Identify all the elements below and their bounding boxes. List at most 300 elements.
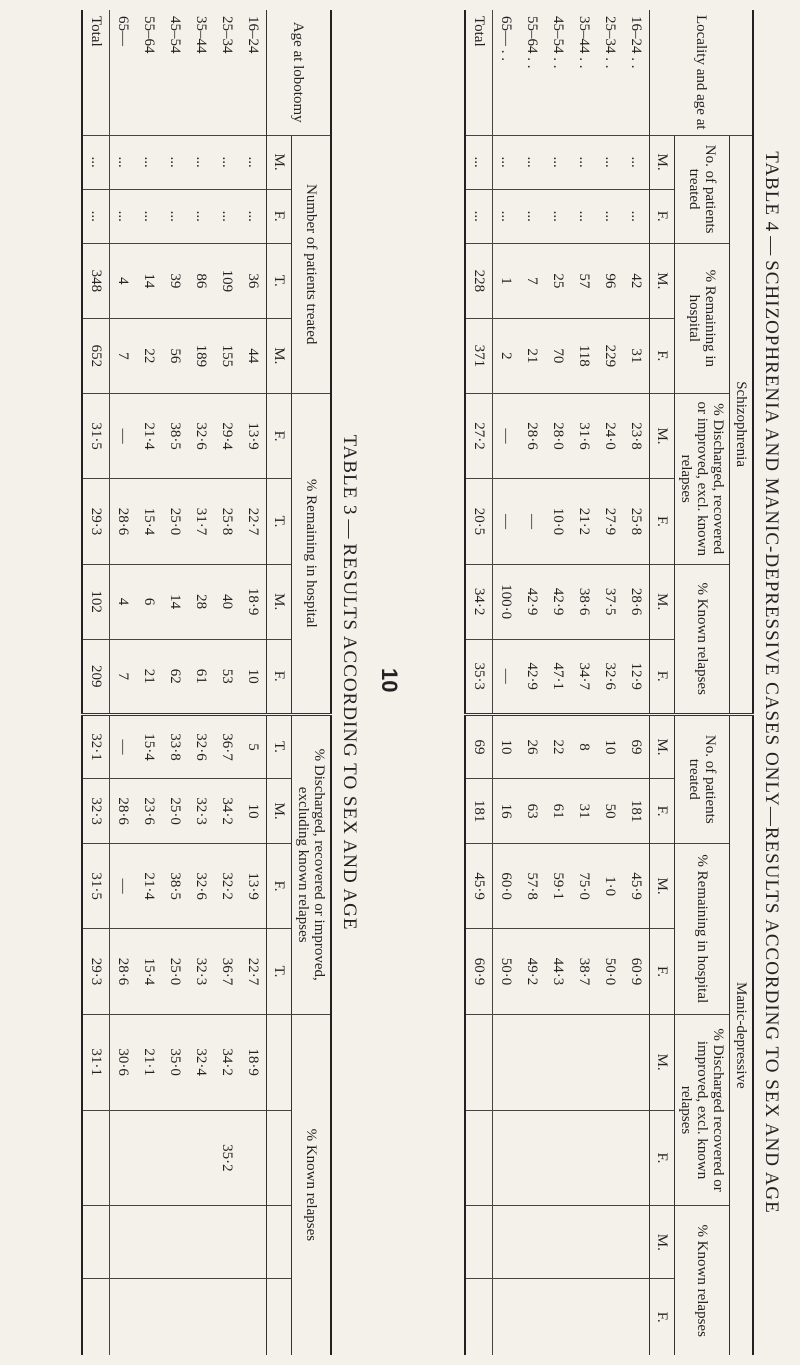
table-cell [240,1206,267,1279]
table-cell [188,1110,214,1206]
table-cell [188,1279,214,1355]
table-cell: ... [597,135,623,189]
table-cell: 96 [597,243,623,318]
t4-sub: M. [650,1206,675,1279]
table-cell: 4 [110,243,137,318]
table-cell [188,1206,214,1279]
table-cell: 34·2 [214,779,240,844]
t4-col-locality: Locality and age at [650,10,754,135]
table-cell [110,1110,137,1206]
table-cell: — [493,393,520,478]
table-cell [240,1279,267,1355]
table-cell: 45·9 [623,843,650,928]
table-cell: 18·9 [240,1014,267,1110]
table-cell: ... [545,135,571,189]
table-cell: ... [162,189,188,243]
table-cell: 28 [188,564,214,639]
row-label: Total [82,10,110,135]
table-cell: 13·9 [240,843,267,928]
t3-col-discharged: % Discharged, recovered or improved, excluding known relapses [292,714,332,1014]
table-cell: 57 [571,243,597,318]
table-cell [571,1206,597,1279]
table-cell: 42·9 [545,564,571,639]
t4-group-manic: Manic-depressive [730,714,754,1355]
table-cell [136,1279,162,1355]
table-cell: 37·5 [597,564,623,639]
t4-sub: M. [650,393,675,478]
table-cell: ... [571,189,597,243]
table-cell: 14 [162,564,188,639]
table-cell: 42 [623,243,650,318]
table-cell [545,1279,571,1355]
table-cell: 371 [465,318,493,393]
table-cell: 29·3 [82,929,110,1014]
table-cell: 10 [240,779,267,844]
table-cell [214,1279,240,1355]
t3-sub: T. [267,929,292,1014]
table-cell: 25·0 [162,479,188,564]
table-cell: 38·5 [162,843,188,928]
t4-group-schizophrenia: Schizophrenia [730,135,754,714]
table-cell: 1 [493,243,520,318]
t3-table-row [240,10,267,1355]
table-cell: 61 [545,779,571,844]
t3-table-row [188,10,214,1355]
table-cell: 10 [240,639,267,714]
table-cell: 86 [188,243,214,318]
table-cell: — [110,843,137,928]
t4-table-row [597,10,623,1355]
table-cell: 10·0 [545,479,571,564]
table-3-label: TABLE 3 [339,434,360,516]
table-cell: ... [82,135,110,189]
t3-sub: M. [267,564,292,639]
t4-sub: F. [650,1279,675,1355]
table-cell: 1·0 [597,843,623,928]
table-cell: 13·9 [240,393,267,478]
table-cell: 28·0 [545,393,571,478]
table-cell: 61 [188,639,214,714]
table-cell: 49·2 [519,929,545,1014]
table-cell [623,1279,650,1355]
t3-table-row [162,10,188,1355]
table-cell: 50 [597,779,623,844]
row-label: 65— [110,10,137,135]
table-cell: 31 [623,318,650,393]
table-cell: 38·6 [571,564,597,639]
table-cell: ... [136,189,162,243]
table-cell [623,1206,650,1279]
table-cell: ... [465,189,493,243]
table-cell: ... [188,135,214,189]
table-cell: 31·6 [571,393,597,478]
t3-col-relapses: % Known relapses [292,1014,332,1355]
table-cell: 32·2 [214,843,240,928]
table-cell: 44 [240,318,267,393]
table-cell: ... [240,189,267,243]
table-cell: 44·3 [545,929,571,1014]
table-cell: 31·5 [82,843,110,928]
table-cell: 53 [214,639,240,714]
table-cell: 31 [571,779,597,844]
table-cell [597,1014,623,1110]
table-cell: 15·4 [136,929,162,1014]
table-cell: 118 [571,318,597,393]
row-label: 25–34 [214,10,240,135]
table-cell: 25·0 [162,779,188,844]
table-cell: 32·3 [188,929,214,1014]
table-cell [545,1206,571,1279]
table-cell: 31·7 [188,479,214,564]
table-cell [162,1279,188,1355]
table-cell: 155 [214,318,240,393]
table-cell: 6 [136,564,162,639]
table-cell: 348 [82,243,110,318]
table-cell: 32·1 [82,714,110,779]
row-label: 45–54 [162,10,188,135]
table-cell: 22 [136,318,162,393]
table-cell: 47·1 [545,639,571,714]
table-cell: 21·4 [136,393,162,478]
table-cell [623,1110,650,1206]
table-cell: 34·2 [465,564,493,639]
table-cell: 31·1 [82,1014,110,1110]
table-cell: 15·4 [136,714,162,779]
table-cell: 4 [110,564,137,639]
table-cell: 21 [519,318,545,393]
t3-sub: T. [267,714,292,779]
table-cell: ... [519,135,545,189]
table-cell [110,1206,137,1279]
table-cell: 28·6 [110,479,137,564]
table-cell: 181 [465,779,493,844]
table-cell: ... [493,135,520,189]
t3-table-row [136,10,162,1355]
table-cell [519,1110,545,1206]
table-cell: 25 [545,243,571,318]
table-cell: 25·0 [162,929,188,1014]
table-cell: 102 [82,564,110,639]
table-cell [519,1206,545,1279]
table-cell: 27·9 [597,479,623,564]
row-label: 25–34 . . [597,10,623,135]
table-cell: 109 [214,243,240,318]
table-cell: 35·3 [465,639,493,714]
table-cell: 60·9 [465,929,493,1014]
table-cell: 75·0 [571,843,597,928]
t4-sub: F. [650,929,675,1014]
t4-sub: M. [650,564,675,639]
table-cell: 39 [162,243,188,318]
table-cell: 14 [136,243,162,318]
table-cell [623,1014,650,1110]
table-cell: 35·0 [162,1014,188,1110]
table-4-label: TABLE 4 [761,151,782,233]
table-cell: 32·6 [188,714,214,779]
table-cell: 50·0 [597,929,623,1014]
table-cell: 70 [545,318,571,393]
table-cell: ... [110,135,137,189]
t4-sub: F. [650,1110,675,1206]
row-label: 35–44 [188,10,214,135]
table-cell: 7 [110,318,137,393]
t4-col-relapses: % Known relapses [675,564,730,714]
table-cell: — [493,639,520,714]
table-cell: 38·5 [162,393,188,478]
row-label: 45–54 . . [545,10,571,135]
table-cell [545,1110,571,1206]
table-cell: 35·2 [214,1110,240,1206]
t4-col-remaining-2: % Remaining in hospital [675,843,730,1014]
table-cell: ... [623,189,650,243]
table-cell: 28·6 [110,929,137,1014]
t4-sub: F. [650,479,675,564]
t4-table-row [493,10,520,1355]
table-cell: 10 [493,714,520,779]
table-cell: 56 [162,318,188,393]
t4-table-row [519,10,545,1355]
table-cell: 32·6 [188,843,214,928]
table-cell: 57·8 [519,843,545,928]
t3-sub: F. [267,843,292,928]
t4-sub: M. [650,243,675,318]
table-cell: 5 [240,714,267,779]
t3-table-row [214,10,240,1355]
table-cell: 181 [623,779,650,844]
table-cell: 63 [519,779,545,844]
t4-table-row [545,10,571,1355]
table-cell [465,1279,493,1355]
table-cell: 2 [493,318,520,393]
table-cell: ... [623,135,650,189]
t3-sub: F. [267,393,292,478]
table-4 [464,10,782,1355]
table-4-grid [464,10,754,1355]
table-cell: 21·1 [136,1014,162,1110]
table-cell: 36·7 [214,714,240,779]
table-cell: 209 [82,639,110,714]
table-cell: 69 [465,714,493,779]
table-cell: 32·6 [188,393,214,478]
table-cell [214,1206,240,1279]
row-label: 65— . . [493,10,520,135]
table-cell [136,1110,162,1206]
table-cell: 60·0 [493,843,520,928]
table-cell: 26 [519,714,545,779]
table-3 [81,10,360,1355]
table-cell: 62 [162,639,188,714]
table-cell [162,1110,188,1206]
table-cell: ... [136,135,162,189]
t3-sub [267,1279,292,1355]
t3-col-remaining: % Remaining in hospital [292,393,332,714]
t4-table-row [571,10,597,1355]
table-cell: 29·4 [214,393,240,478]
table-cell: 228 [465,243,493,318]
table-cell [465,1110,493,1206]
table-cell: 16 [493,779,520,844]
row-label: 16–24 . . [623,10,650,135]
table-cell [493,1206,520,1279]
table-cell: 42·9 [519,639,545,714]
t4-col-relapses-2: % Known relapses [675,1206,730,1355]
table-3-caption: TABLE 3—RESULTS ACCORDING TO SEX AND AGE [339,434,360,931]
table-cell: 29·3 [82,479,110,564]
t3-sub: M. [267,779,292,844]
table-cell [82,1110,110,1206]
table-cell: 36 [240,243,267,318]
t4-col-remaining: % Remaining in hospital [675,243,730,393]
table-cell: 59·1 [545,843,571,928]
table-cell [571,1279,597,1355]
t4-table-row [623,10,650,1355]
table-cell: ... [493,189,520,243]
table-3-title: RESULTS ACCORDING TO SEX AND AGE [339,543,360,931]
table-3-body [82,10,267,1355]
table-cell: ... [571,135,597,189]
table-cell: 28·6 [623,564,650,639]
table-cell [82,1206,110,1279]
table-cell [597,1279,623,1355]
table-cell: 22 [545,714,571,779]
row-label: 16–24 [240,10,267,135]
t3-sub [267,1110,292,1206]
table-cell: 33·8 [162,714,188,779]
table-cell: 34·2 [214,1014,240,1110]
table-cell [519,1279,545,1355]
table-cell: ... [162,135,188,189]
table-cell: 28·6 [110,779,137,844]
t4-sub: M. [650,135,675,189]
table-cell [465,1014,493,1110]
table-cell: 229 [597,318,623,393]
row-label: 55–64 . . [519,10,545,135]
t4-sub: F. [650,779,675,844]
table-cell: 28·6 [519,393,545,478]
t4-sub: F. [650,318,675,393]
table-cell: 7 [110,639,137,714]
table-cell: — [493,479,520,564]
table-cell: 32·3 [82,779,110,844]
t4-total-row [465,10,493,1355]
table-4-caption: TABLE 4—SCHIZOPHRENIA AND MANIC-DEPRESSIVE CASES ONLY—RESULTS ACCORDING TO SEX AND AGE [761,151,782,1214]
table-cell [136,1206,162,1279]
table-cell: 23·8 [623,393,650,478]
t3-sub: F. [267,189,292,243]
table-4-title: SCHIZOPHRENIA AND MANIC-DEPRESSIVE CASES ONLY—RESULTS ACCORDING TO SEX AND AGE [761,260,782,1214]
table-cell: 69 [623,714,650,779]
table-cell: — [110,714,137,779]
table-cell [597,1206,623,1279]
table-cell: — [110,393,137,478]
table-cell: 21 [136,639,162,714]
table-cell: 32·3 [188,779,214,844]
table-cell: ... [82,189,110,243]
table-cell [493,1014,520,1110]
table-cell: 15·4 [136,479,162,564]
t3-sub: M. [267,135,292,189]
table-cell: 7 [519,243,545,318]
row-label: 55–64 [136,10,162,135]
table-4-body [465,10,650,1355]
table-cell [465,1206,493,1279]
table-cell: 31·5 [82,393,110,478]
table-cell: 12·9 [623,639,650,714]
t3-sub: M. [267,318,292,393]
table-cell: ... [545,189,571,243]
table-cell: 32·4 [188,1014,214,1110]
table-cell: 42·9 [519,564,545,639]
table-cell: ... [465,135,493,189]
row-label: Total [465,10,493,135]
t3-sub: T. [267,243,292,318]
table-cell: 22·7 [240,479,267,564]
table-cell: ... [214,135,240,189]
table-cell [519,1014,545,1110]
t3-sub [267,1014,292,1110]
table-cell: 18·9 [240,564,267,639]
table-cell: ... [214,189,240,243]
table-cell: 27·2 [465,393,493,478]
t4-col-no-treated-2: No. of patients treated [675,714,730,843]
table-cell [110,1279,137,1355]
t3-sub [267,1206,292,1279]
t3-sub: T. [267,479,292,564]
t3-col-age: Age at lobotomy [267,10,332,135]
table-cell [571,1110,597,1206]
row-label: 35–44 . . [571,10,597,135]
table-cell [82,1279,110,1355]
t3-sub: F. [267,639,292,714]
table-cell: 8 [571,714,597,779]
table-cell: 10 [597,714,623,779]
table-cell [571,1014,597,1110]
table-cell: 189 [188,318,214,393]
t4-col-discharged-2: % Discharged recovered or improved, excl. known relapses [675,1014,730,1206]
table-cell: 45·9 [465,843,493,928]
t4-sub: F. [650,639,675,714]
table-cell: 36·7 [214,929,240,1014]
table-cell: ... [597,189,623,243]
table-cell: 30·6 [110,1014,137,1110]
t4-col-discharged: % Discharged, recovered or improved, excl. known relapses [675,393,730,564]
table-cell [597,1110,623,1206]
table-cell: 100·0 [493,564,520,639]
table-cell: 25·8 [214,479,240,564]
t4-col-no-treated: No. of patients treated [675,135,730,243]
page-number: 10 [377,668,402,693]
t4-sub: F. [650,189,675,243]
table-cell [545,1014,571,1110]
table-cell [493,1279,520,1355]
t3-table-row [110,10,137,1355]
table-cell: 23·6 [136,779,162,844]
t4-sub: M. [650,1014,675,1110]
table-cell: 34·7 [571,639,597,714]
table-cell: 60·9 [623,929,650,1014]
table-cell: 21·2 [571,479,597,564]
table-cell: — [519,479,545,564]
table-cell: 50·0 [493,929,520,1014]
t3-col-no-treated: Number of patients treated [292,135,332,393]
table-cell [162,1206,188,1279]
table-cell: 40 [214,564,240,639]
t4-sub: M. [650,714,675,779]
table-cell: 21·4 [136,843,162,928]
table-cell: ... [240,135,267,189]
table-cell [493,1110,520,1206]
table-3-grid [81,10,332,1355]
